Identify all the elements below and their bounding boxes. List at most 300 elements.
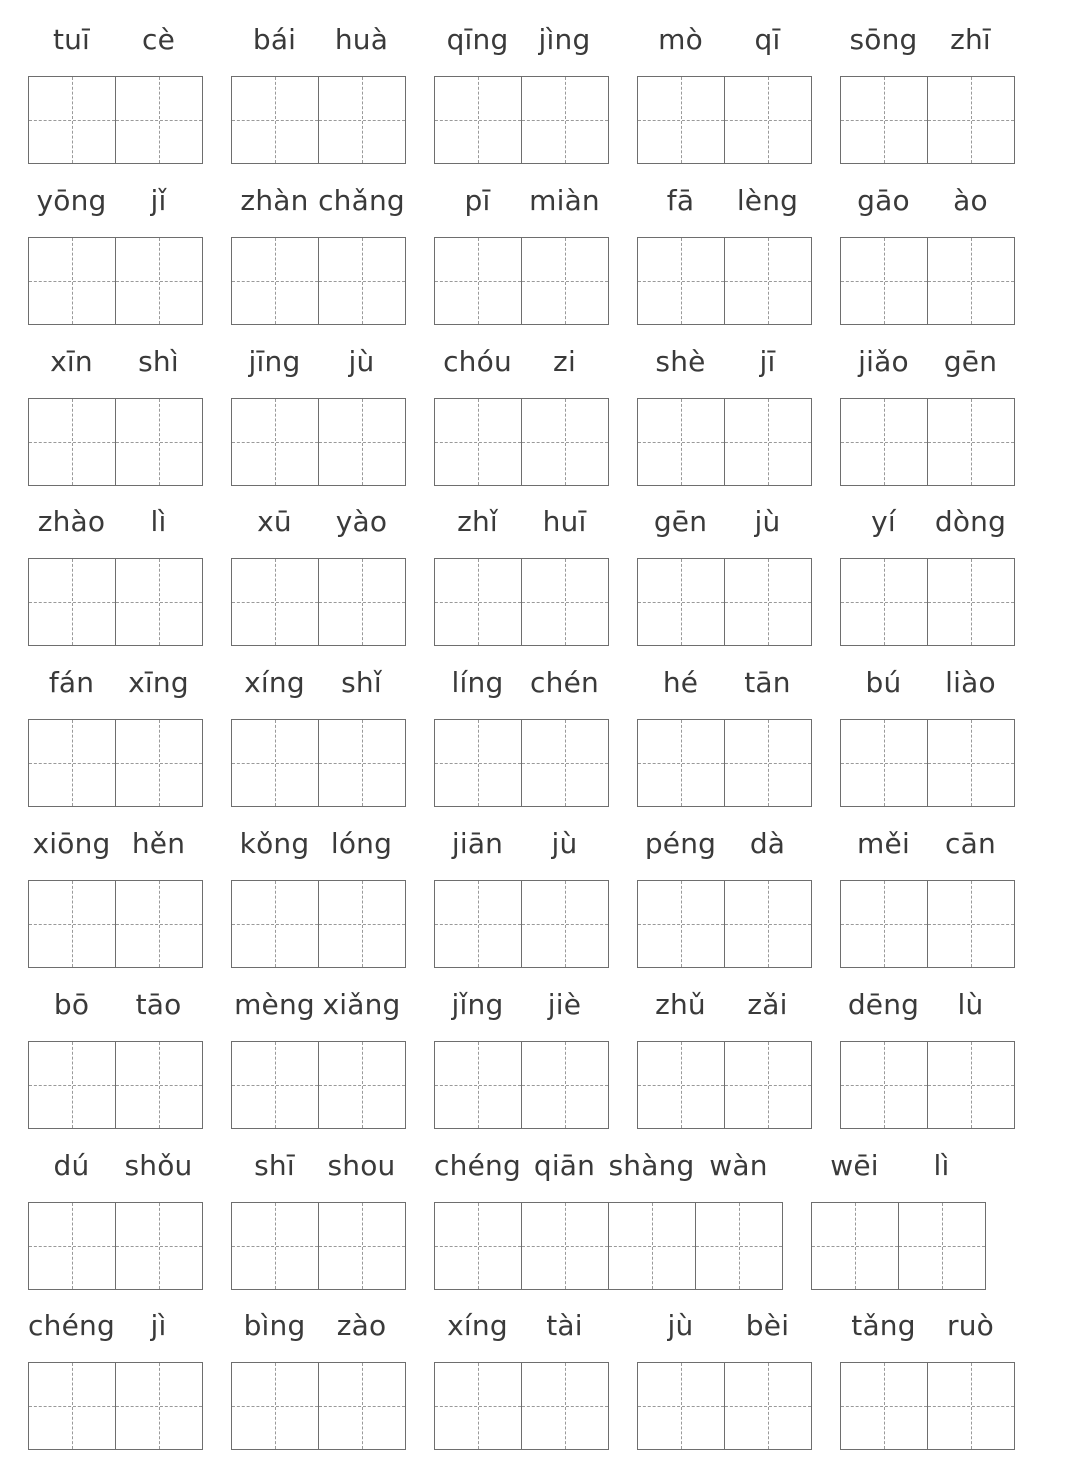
pinyin-syllable: gēn — [653, 505, 708, 539]
tianzige-cell[interactable] — [637, 398, 725, 486]
guide-line-horizontal — [638, 1406, 724, 1407]
writing-boxes — [637, 237, 812, 325]
guide-line-horizontal — [725, 1085, 811, 1086]
tianzige-cell[interactable] — [725, 719, 812, 807]
tianzige-cell[interactable] — [725, 76, 812, 164]
tianzige-cell[interactable] — [434, 719, 522, 807]
guide-line-horizontal — [841, 1406, 927, 1407]
word-item — [637, 171, 811, 231]
word-item — [434, 332, 608, 392]
pinyin-syllable: hěn — [131, 827, 186, 860]
tianzige-cell[interactable] — [319, 1362, 406, 1450]
writing-boxes — [28, 880, 203, 968]
writing-boxes — [434, 237, 609, 325]
pinyin-row — [811, 1136, 985, 1196]
writing-boxes — [28, 1041, 203, 1129]
tianzige-cell[interactable] — [28, 398, 116, 486]
guide-line-horizontal — [232, 281, 318, 282]
pinyin-syllable: wēi — [830, 1148, 879, 1182]
tianzige-cell[interactable] — [637, 558, 725, 646]
guide-line-horizontal — [116, 602, 202, 603]
tianzige-cell[interactable] — [725, 880, 812, 968]
guide-line-horizontal — [928, 763, 1014, 764]
writing-boxes — [637, 1041, 812, 1129]
writing-boxes — [231, 1041, 406, 1129]
guide-line-horizontal — [232, 602, 318, 603]
tianzige-cell[interactable] — [231, 76, 319, 164]
tianzige-cell[interactable] — [637, 1362, 725, 1450]
tianzige-cell[interactable] — [116, 1202, 203, 1290]
pinyin-syllable: ào — [953, 183, 988, 217]
pinyin-syllable: jī — [759, 344, 776, 378]
writing-boxes — [434, 880, 609, 968]
word-item — [840, 492, 1014, 552]
tianzige-cell[interactable] — [28, 237, 116, 325]
pinyin-syllable: xiōng — [32, 827, 111, 860]
tianzige-cell[interactable] — [840, 1041, 928, 1129]
guide-line-horizontal — [725, 763, 811, 764]
pinyin-syllable: jù — [754, 505, 781, 539]
guide-line-horizontal — [638, 924, 724, 925]
pinyin-row — [637, 332, 811, 392]
pinyin-row — [637, 492, 811, 552]
tianzige-cell[interactable] — [116, 719, 203, 807]
tianzige-cell[interactable] — [319, 1041, 406, 1129]
pinyin-row — [28, 492, 202, 552]
tianzige-cell[interactable] — [28, 1202, 116, 1290]
writing-boxes — [231, 1202, 406, 1290]
tianzige-cell[interactable] — [840, 880, 928, 968]
tianzige-cell[interactable] — [319, 237, 406, 325]
word-item — [231, 1136, 405, 1196]
pinyin-syllable: zào — [336, 1309, 387, 1343]
tianzige-cell[interactable] — [637, 1041, 725, 1129]
writing-boxes — [840, 76, 1015, 164]
writing-boxes — [840, 880, 1015, 968]
word-item — [231, 653, 405, 713]
guide-line-horizontal — [116, 442, 202, 443]
pinyin-syllable: jǐng — [451, 987, 504, 1021]
tianzige-cell[interactable] — [637, 76, 725, 164]
tianzige-cell[interactable] — [434, 76, 522, 164]
tianzige-cell[interactable] — [928, 558, 1015, 646]
guide-line-horizontal — [928, 281, 1014, 282]
pinyin-row — [28, 814, 202, 874]
tianzige-cell[interactable] — [116, 1041, 203, 1129]
tianzige-cell[interactable] — [637, 880, 725, 968]
word-item — [28, 492, 202, 552]
word-item — [28, 653, 202, 713]
tianzige-cell[interactable] — [28, 1041, 116, 1129]
guide-line-horizontal — [319, 442, 405, 443]
guide-line-horizontal — [116, 1406, 202, 1407]
tianzige-cell[interactable] — [319, 76, 406, 164]
pinyin-syllable: pī — [464, 183, 491, 217]
tianzige-cell[interactable] — [899, 1202, 986, 1290]
tianzige-cell[interactable] — [928, 237, 1015, 325]
tianzige-cell[interactable] — [231, 880, 319, 968]
pinyin-row — [231, 10, 405, 70]
tianzige-cell[interactable] — [696, 1202, 783, 1290]
guide-line-horizontal — [232, 1406, 318, 1407]
pinyin-syllable: jù — [667, 1309, 694, 1343]
guide-line-horizontal — [29, 924, 115, 925]
pinyin-row — [637, 171, 811, 231]
word-item — [434, 975, 608, 1035]
tianzige-cell[interactable] — [231, 719, 319, 807]
pinyin-syllable: zhào — [37, 505, 106, 539]
pinyin-syllable: qīng — [446, 23, 509, 56]
guide-line-horizontal — [638, 763, 724, 764]
guide-line-horizontal — [841, 120, 927, 121]
pinyin-syllable: zǎi — [747, 987, 788, 1021]
pinyin-syllable: sōng — [849, 23, 918, 56]
guide-line-horizontal — [232, 924, 318, 925]
tianzige-cell[interactable] — [725, 558, 812, 646]
pinyin-row — [231, 171, 405, 231]
guide-line-horizontal — [29, 602, 115, 603]
guide-line-horizontal — [319, 281, 405, 282]
pinyin-syllable: liào — [945, 666, 996, 700]
word-item — [840, 10, 1014, 70]
guide-line-horizontal — [319, 1085, 405, 1086]
tianzige-cell[interactable] — [28, 558, 116, 646]
pinyin-row — [434, 1136, 782, 1196]
pinyin-syllable: shou — [327, 1148, 396, 1182]
writing-boxes — [637, 558, 812, 646]
pinyin-syllable: shǒu — [124, 1148, 193, 1182]
tianzige-cell[interactable] — [928, 398, 1015, 486]
writing-boxes — [434, 558, 609, 646]
tianzige-cell[interactable] — [434, 398, 522, 486]
writing-boxes — [28, 1362, 203, 1450]
guide-line-horizontal — [841, 763, 927, 764]
tianzige-cell[interactable] — [725, 237, 812, 325]
tianzige-cell[interactable] — [522, 880, 609, 968]
word-item — [637, 653, 811, 713]
tianzige-cell[interactable] — [522, 1041, 609, 1129]
tianzige-cell[interactable] — [840, 398, 928, 486]
pinyin-syllable: chéng — [434, 1148, 521, 1182]
tianzige-cell[interactable] — [434, 1202, 522, 1290]
writing-boxes — [434, 1041, 609, 1129]
word-item — [434, 653, 608, 713]
tianzige-cell[interactable] — [319, 719, 406, 807]
pinyin-row — [231, 653, 405, 713]
tianzige-cell[interactable] — [28, 1362, 116, 1450]
guide-line-horizontal — [232, 1085, 318, 1086]
guide-line-horizontal — [725, 924, 811, 925]
tianzige-cell[interactable] — [116, 880, 203, 968]
guide-line-horizontal — [232, 1246, 318, 1247]
tianzige-cell[interactable] — [319, 880, 406, 968]
tianzige-cell[interactable] — [840, 76, 928, 164]
pinyin-syllable: chǎng — [318, 183, 405, 217]
pinyin-row — [231, 975, 405, 1035]
guide-line-horizontal — [522, 1085, 608, 1086]
writing-boxes — [28, 398, 203, 486]
pinyin-syllable: lì — [933, 1148, 950, 1182]
pinyin-syllable: líng — [451, 666, 504, 700]
pinyin-syllable: lù — [957, 987, 984, 1021]
tianzige-cell[interactable] — [319, 1202, 406, 1290]
guide-line-horizontal — [725, 1406, 811, 1407]
writing-boxes — [231, 1362, 406, 1450]
tianzige-cell[interactable] — [116, 1362, 203, 1450]
pinyin-syllable: yōng — [36, 183, 107, 217]
guide-line-horizontal — [841, 442, 927, 443]
guide-line-horizontal — [319, 763, 405, 764]
pinyin-syllable: tài — [546, 1309, 583, 1343]
word-item — [840, 975, 1014, 1035]
tianzige-cell[interactable] — [231, 1041, 319, 1129]
guide-line-horizontal — [522, 281, 608, 282]
guide-line-horizontal — [29, 1085, 115, 1086]
pinyin-row — [434, 975, 608, 1035]
tianzige-cell[interactable] — [231, 1362, 319, 1450]
pinyin-syllable: hé — [662, 666, 699, 700]
pinyin-row — [840, 975, 1014, 1035]
pinyin-syllable: gāo — [857, 183, 910, 217]
word-item — [434, 814, 608, 874]
pinyin-syllable: jìng — [538, 23, 591, 56]
guide-line-horizontal — [435, 602, 521, 603]
writing-boxes — [231, 76, 406, 164]
pinyin-row — [637, 653, 811, 713]
pinyin-syllable: bō — [53, 987, 90, 1021]
pinyin-row — [840, 814, 1014, 874]
pinyin-syllable: jiān — [451, 827, 504, 860]
pinyin-syllable: lóng — [330, 827, 393, 860]
tianzige-cell[interactable] — [434, 1362, 522, 1450]
tianzige-cell[interactable] — [928, 76, 1015, 164]
word-item — [28, 1296, 202, 1356]
guide-line-horizontal — [522, 120, 608, 121]
guide-line-horizontal — [522, 924, 608, 925]
word-item — [637, 1296, 811, 1356]
pinyin-syllable: wàn — [709, 1148, 768, 1182]
writing-boxes — [434, 1362, 609, 1450]
pinyin-syllable: zhàn — [240, 183, 309, 217]
writing-boxes — [434, 719, 609, 807]
word-item — [28, 171, 202, 231]
tianzige-cell[interactable] — [28, 76, 116, 164]
pinyin-row — [434, 171, 608, 231]
word-item — [231, 1296, 405, 1356]
tianzige-cell[interactable] — [522, 76, 609, 164]
word-item — [434, 1136, 782, 1196]
pinyin-row — [231, 492, 405, 552]
tianzige-cell[interactable] — [609, 1202, 696, 1290]
pinyin-syllable: shī — [254, 1148, 295, 1182]
tianzige-cell[interactable] — [928, 719, 1015, 807]
word-item — [434, 10, 608, 70]
pinyin-row — [637, 975, 811, 1035]
writing-boxes — [637, 398, 812, 486]
guide-line-horizontal — [435, 1246, 521, 1247]
tianzige-cell[interactable] — [811, 1202, 899, 1290]
tianzige-cell[interactable] — [725, 1041, 812, 1129]
tianzige-cell[interactable] — [840, 719, 928, 807]
tianzige-cell[interactable] — [28, 719, 116, 807]
tianzige-cell[interactable] — [522, 237, 609, 325]
tianzige-cell[interactable] — [116, 237, 203, 325]
guide-line-horizontal — [29, 120, 115, 121]
word-item — [840, 653, 1014, 713]
pinyin-row — [231, 1136, 405, 1196]
tianzige-cell[interactable] — [319, 558, 406, 646]
pinyin-syllable: ruò — [947, 1309, 994, 1343]
tianzige-cell[interactable] — [116, 76, 203, 164]
guide-line-horizontal — [116, 120, 202, 121]
writing-boxes — [28, 558, 203, 646]
guide-line-horizontal — [116, 924, 202, 925]
writing-boxes — [840, 398, 1015, 486]
guide-line-horizontal — [609, 1246, 695, 1247]
guide-line-horizontal — [522, 602, 608, 603]
pinyin-row — [840, 653, 1014, 713]
guide-line-horizontal — [435, 924, 521, 925]
guide-line-horizontal — [638, 120, 724, 121]
pinyin-row — [637, 814, 811, 874]
pinyin-syllable: kǒng — [239, 827, 310, 860]
word-item — [231, 814, 405, 874]
pinyin-syllable: bìng — [243, 1309, 306, 1343]
tianzige-cell[interactable] — [231, 398, 319, 486]
writing-boxes — [840, 237, 1015, 325]
tianzige-cell[interactable] — [231, 237, 319, 325]
tianzige-cell[interactable] — [28, 880, 116, 968]
writing-boxes — [28, 76, 203, 164]
writing-boxes — [637, 880, 812, 968]
guide-line-horizontal — [928, 1406, 1014, 1407]
pinyin-syllable: bái — [252, 23, 297, 56]
pinyin-syllable: tuī — [52, 23, 91, 56]
writing-boxes — [28, 719, 203, 807]
word-item — [231, 332, 405, 392]
word-item — [637, 332, 811, 392]
pinyin-row — [434, 332, 608, 392]
pinyin-syllable: yí — [871, 505, 896, 539]
pinyin-syllable: chéng — [28, 1309, 115, 1343]
tianzige-cell[interactable] — [928, 1041, 1015, 1129]
pinyin-syllable: chóu — [443, 344, 512, 378]
pinyin-syllable: xíng — [447, 1309, 508, 1343]
pinyin-syllable: jù — [348, 344, 375, 378]
pinyin-row — [434, 10, 608, 70]
tianzige-cell[interactable] — [434, 237, 522, 325]
tianzige-cell[interactable] — [928, 880, 1015, 968]
pinyin-syllable: chén — [530, 666, 599, 700]
pinyin-row — [231, 332, 405, 392]
guide-line-horizontal — [319, 1246, 405, 1247]
pinyin-row — [840, 171, 1014, 231]
word-item — [28, 332, 202, 392]
guide-line-horizontal — [841, 1085, 927, 1086]
guide-line-horizontal — [841, 281, 927, 282]
tianzige-cell[interactable] — [116, 398, 203, 486]
pinyin-syllable: gēn — [943, 344, 998, 378]
tianzige-cell[interactable] — [522, 719, 609, 807]
pinyin-syllable: dēng — [847, 987, 920, 1021]
pinyin-syllable: zhī — [950, 23, 991, 56]
writing-boxes — [28, 1202, 203, 1290]
guide-line-horizontal — [435, 763, 521, 764]
guide-line-horizontal — [638, 281, 724, 282]
guide-line-horizontal — [841, 602, 927, 603]
tianzige-cell[interactable] — [840, 558, 928, 646]
pinyin-syllable: xíng — [244, 666, 305, 700]
pinyin-syllable: cè — [141, 23, 176, 56]
word-item — [28, 814, 202, 874]
tianzige-cell[interactable] — [840, 1362, 928, 1450]
guide-line-horizontal — [638, 442, 724, 443]
tianzige-cell[interactable] — [522, 558, 609, 646]
pinyin-syllable: huà — [334, 23, 389, 56]
tianzige-cell[interactable] — [725, 1362, 812, 1450]
writing-boxes — [637, 719, 812, 807]
tianzige-cell[interactable] — [116, 558, 203, 646]
pinyin-syllable: bèi — [745, 1309, 790, 1343]
tianzige-cell[interactable] — [522, 1362, 609, 1450]
tianzige-cell[interactable] — [231, 558, 319, 646]
guide-line-horizontal — [435, 442, 521, 443]
guide-line-horizontal — [29, 281, 115, 282]
guide-line-horizontal — [928, 120, 1014, 121]
writing-boxes — [434, 76, 609, 164]
pinyin-syllable: jiǎo — [858, 344, 909, 378]
writing-boxes — [434, 1202, 783, 1290]
guide-line-horizontal — [928, 1085, 1014, 1086]
tianzige-cell[interactable] — [434, 880, 522, 968]
pinyin-syllable: fán — [48, 666, 95, 700]
pinyin-syllable: jǐ — [150, 183, 167, 217]
tianzige-cell[interactable] — [637, 719, 725, 807]
pinyin-row — [434, 492, 608, 552]
guide-line-horizontal — [899, 1246, 985, 1247]
tianzige-cell[interactable] — [434, 558, 522, 646]
tianzige-cell[interactable] — [522, 1202, 609, 1290]
pinyin-row — [637, 10, 811, 70]
tianzige-cell[interactable] — [840, 237, 928, 325]
pinyin-syllable: xiǎng — [322, 987, 401, 1021]
pinyin-syllable: dú — [53, 1148, 90, 1182]
pinyin-row — [840, 1296, 1014, 1356]
tianzige-cell[interactable] — [231, 1202, 319, 1290]
tianzige-cell[interactable] — [725, 398, 812, 486]
pinyin-syllable: péng — [644, 827, 717, 860]
guide-line-horizontal — [841, 924, 927, 925]
tianzige-cell[interactable] — [637, 237, 725, 325]
tianzige-cell[interactable] — [522, 398, 609, 486]
guide-line-horizontal — [232, 763, 318, 764]
word-item — [840, 171, 1014, 231]
tianzige-cell[interactable] — [434, 1041, 522, 1129]
guide-line-horizontal — [638, 1085, 724, 1086]
pinyin-row — [434, 653, 608, 713]
writing-boxes — [231, 719, 406, 807]
tianzige-cell[interactable] — [319, 398, 406, 486]
writing-boxes — [840, 558, 1015, 646]
writing-boxes — [231, 558, 406, 646]
pinyin-syllable: qiān — [533, 1148, 596, 1182]
guide-line-horizontal — [319, 120, 405, 121]
pinyin-syllable: xīng — [128, 666, 189, 700]
guide-line-horizontal — [29, 763, 115, 764]
tianzige-cell[interactable] — [928, 1362, 1015, 1450]
pinyin-syllable: lì — [150, 505, 167, 539]
guide-line-horizontal — [435, 281, 521, 282]
